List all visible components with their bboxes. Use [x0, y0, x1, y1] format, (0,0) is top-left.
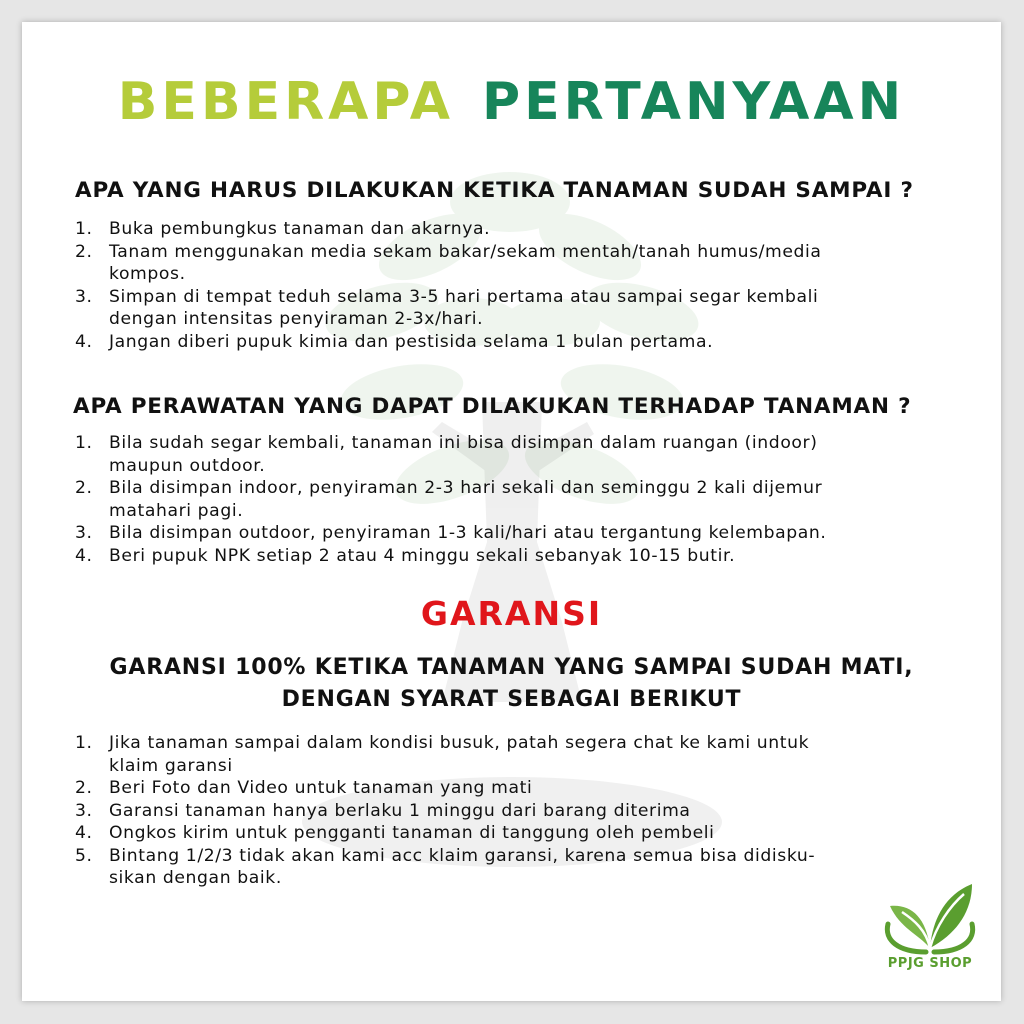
- leaves-icon: [880, 876, 980, 956]
- list-item: [75, 218, 935, 241]
- list-number: 1.: [75, 733, 93, 753]
- shop-logo-text: PPJG SHOP: [887, 956, 973, 971]
- list-number: 1.: [75, 219, 93, 239]
- garansi-subtitle-line: GARANSI 100% KETIKA TANAMAN YANG SAMPAI SUDAH MATI,: [109, 655, 914, 680]
- list-item: [75, 331, 935, 354]
- list-item: [75, 845, 935, 890]
- list-item: [75, 800, 935, 823]
- list-number: 4.: [75, 331, 93, 352]
- list-number: 2.: [75, 478, 93, 498]
- list-item: [75, 777, 935, 800]
- shop-logo: [880, 876, 980, 976]
- list-item: [75, 822, 935, 845]
- garansi-title: GARANSI: [420, 594, 603, 633]
- list-number: 1.: [75, 433, 93, 453]
- list-text: Bila disimpan indoor, penyiraman 2-3 hari sekali dan seminggu 2 kali dijemur: [109, 478, 823, 498]
- list-number: 4.: [75, 823, 93, 843]
- list-item: [75, 732, 935, 777]
- list-number: 4.: [75, 545, 93, 566]
- list-text: Jika tanaman sampai dalam kondisi busuk, patah segera chat ke kami untuk: [109, 733, 810, 753]
- section2-list: [75, 432, 955, 567]
- page-title: [22, 72, 1001, 132]
- list-text: Tanam menggunakan media sekam bakar/sekam mentah/tanah humus/media: [109, 241, 822, 262]
- list-text: Garansi tanaman hanya berlaku 1 minggu dari barang diterima: [109, 800, 691, 821]
- list-text: klaim garansi: [109, 755, 233, 776]
- list-text: Beri pupuk NPK setiap 2 atau 4 minggu sekali sebanyak 10-15 butir.: [109, 545, 736, 566]
- list-text: Bila sudah segar kembali, tanaman ini bisa disimpan dalam ruangan (indoor): [109, 433, 818, 453]
- garansi-subtitle-line: DENGAN SYARAT SEBAGAI BERIKUT: [281, 687, 742, 712]
- list-item: [75, 522, 955, 545]
- list-item: [75, 432, 955, 477]
- list-item: [75, 477, 955, 522]
- list-text: Buka pembungkus tanaman dan akarnya.: [109, 219, 491, 239]
- list-text: Jangan diberi pupuk kimia dan pestisida selama 1 bulan pertama.: [109, 331, 714, 352]
- list-text: Bintang 1/2/3 tidak akan kami acc klaim garansi, karena semua bisa didisku-: [109, 845, 816, 866]
- list-text: maupun outdoor.: [109, 455, 266, 476]
- list-text: sikan dengan baik.: [109, 868, 282, 888]
- list-number: 2.: [75, 778, 93, 798]
- section1-heading: APA YANG HARUS DILAKUKAN KETIKA TANAMAN SUDAH SAMPAI ?: [75, 178, 914, 203]
- list-text: Beri Foto dan Video untuk tanaman yang mati: [109, 778, 533, 798]
- list-text: dengan intensitas penyiraman 2-3x/hari.: [109, 309, 484, 329]
- title-word-2: PERTANYAAN: [481, 72, 906, 132]
- title-word-1: BEBERAPA: [117, 72, 454, 132]
- list-item: [75, 241, 935, 286]
- list-item: [75, 286, 935, 331]
- garansi-subtitle: [22, 652, 1001, 716]
- list-text: kompos.: [109, 264, 186, 284]
- list-number: 2.: [75, 241, 93, 262]
- info-card: [22, 22, 1001, 1001]
- list-number: 3.: [75, 800, 93, 821]
- list-text: matahari pagi.: [109, 500, 244, 521]
- list-number: 3.: [75, 523, 93, 543]
- section1-list: [75, 218, 935, 353]
- list-text: Ongkos kirim untuk pengganti tanaman di tanggung oleh pembeli: [109, 823, 715, 843]
- list-number: 5.: [75, 845, 93, 866]
- garansi-list: [75, 732, 935, 890]
- section2-heading: APA PERAWATAN YANG DAPAT DILAKUKAN TERHADAP TANAMAN ?: [73, 394, 912, 419]
- list-text: Simpan di tempat teduh selama 3-5 hari pertama atau sampai segar kembali: [109, 286, 819, 307]
- list-item: [75, 545, 955, 568]
- list-text: Bila disimpan outdoor, penyiraman 1-3 kali/hari atau tergantung kelembapan.: [109, 523, 827, 543]
- list-number: 3.: [75, 286, 93, 307]
